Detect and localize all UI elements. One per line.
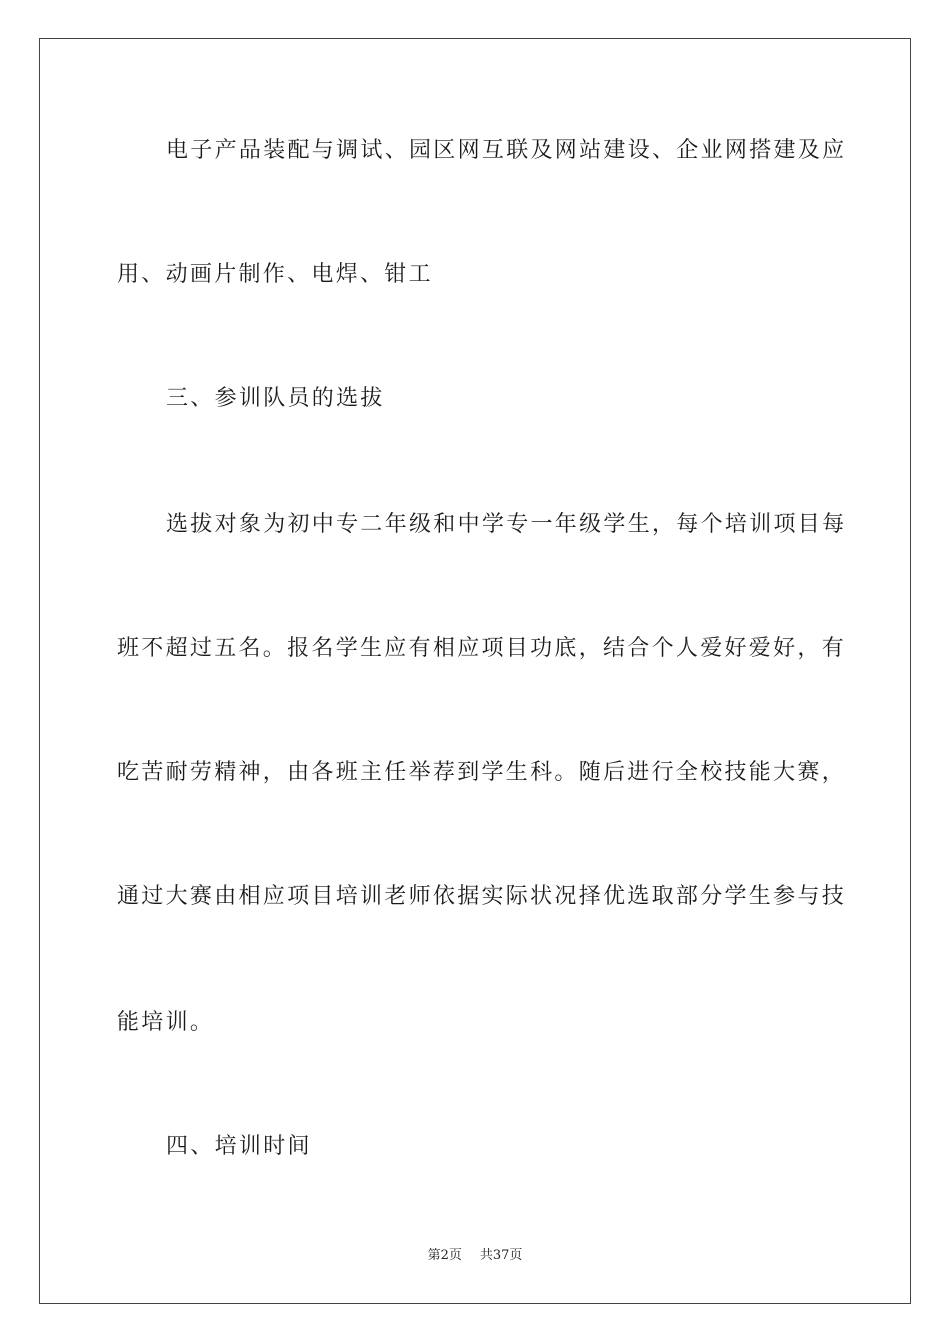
body-text-line: 选拔对象为初中专二年级和中学专一年级学生，每个培训项目每 — [166, 512, 847, 537]
body-text-line: 用、动画片制作、电焊、钳工 — [117, 262, 433, 287]
body-text-line: 电子产品装配与调试、园区网互联及网站建设、企业网搭建及应 — [166, 138, 847, 163]
page-number: 第2页 — [427, 1248, 462, 1263]
body-text-line: 能培训。 — [117, 1010, 215, 1035]
body-text-line: 通过大赛由相应项目培训老师依据实际状况择优选取部分学生参与技 — [117, 884, 847, 909]
body-text-line: 班不超过五名。报名学生应有相应项目功底，结合个人爱好爱好，有 — [117, 636, 847, 661]
section-heading: 四、培训时间 — [166, 1134, 312, 1159]
body-text-line: 吃苦耐劳精神，由各班主任举荐到学生科。随后进行全校技能大赛， — [117, 760, 847, 785]
section-heading: 三、参训队员的选拔 — [166, 386, 385, 411]
page-total: 共37页 — [479, 1248, 523, 1263]
page-footer — [0, 1248, 950, 1264]
page-border — [39, 38, 911, 1304]
